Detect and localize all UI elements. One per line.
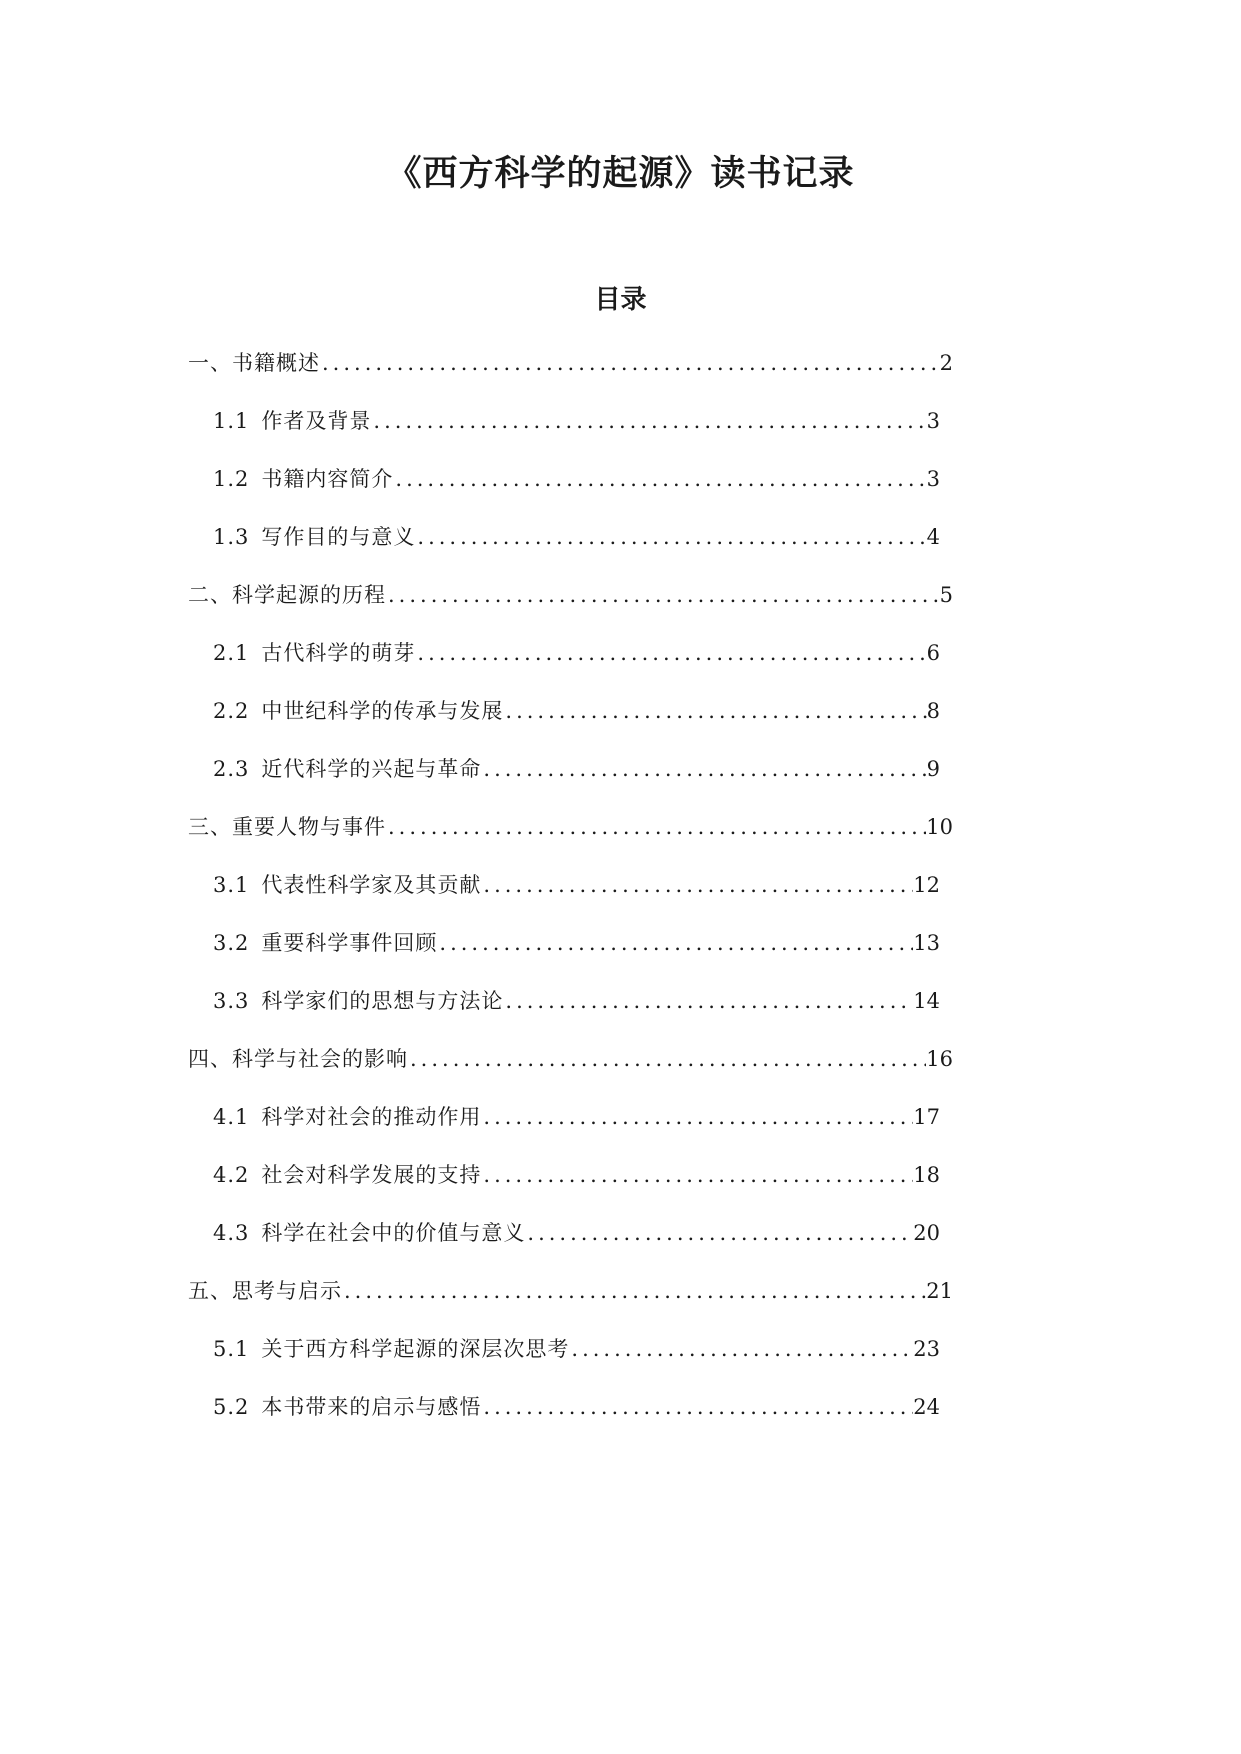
- toc-subsection-entry[interactable]: [213, 984, 940, 1018]
- toc-entry-number: 3.3: [213, 989, 250, 1013]
- toc-entry-number: 1.3: [213, 525, 250, 549]
- toc-subsection-entry[interactable]: [213, 636, 940, 670]
- toc-page-number: 9: [926, 757, 940, 781]
- toc-section-entry[interactable]: [188, 1042, 953, 1076]
- toc-entry-label: 关于西方科学起源的深层次思考: [261, 1337, 570, 1361]
- toc-dot-leader: [415, 520, 926, 554]
- toc-dot-leader: [415, 636, 926, 670]
- toc-subsection-entry[interactable]: [213, 1390, 940, 1424]
- toc-subsection-entry[interactable]: [213, 462, 940, 496]
- toc-entry-number: 3.2: [213, 931, 250, 955]
- toc-entry-label: 一、书籍概述: [188, 351, 320, 375]
- toc-page-number: 18: [913, 1163, 940, 1187]
- toc-page-number: 12: [913, 873, 940, 897]
- toc-entry-label: 本书带来的启示与感悟: [261, 1395, 482, 1419]
- toc-entry-number: 4.3: [213, 1221, 250, 1245]
- toc-subsection-entry[interactable]: [213, 520, 940, 554]
- toc-entry-label: 近代科学的兴起与革命: [261, 757, 482, 781]
- toc-entry-number: 2.2: [213, 699, 250, 723]
- toc-entry-number: 5.1: [213, 1337, 250, 1361]
- toc-page-number: 24: [913, 1395, 940, 1419]
- toc-entry-label: 作者及背景: [261, 409, 372, 433]
- toc-section-entry[interactable]: [188, 346, 953, 380]
- toc-page-number: 5: [939, 583, 953, 607]
- toc-subsection-entry[interactable]: [213, 752, 940, 786]
- toc-dot-leader: [437, 926, 913, 960]
- toc-entry-label: 科学对社会的推动作用: [261, 1105, 482, 1129]
- toc-entry-label: 五、思考与启示: [188, 1279, 342, 1303]
- toc-page-number: 3: [926, 467, 940, 491]
- toc-page-number: 17: [913, 1105, 940, 1129]
- toc-subsection-entry[interactable]: [213, 694, 940, 728]
- toc-page-number: 3: [926, 409, 940, 433]
- toc-dot-leader: [569, 1332, 913, 1366]
- toc-dot-leader: [525, 1216, 913, 1250]
- toc-page-number: 2: [939, 351, 953, 375]
- toc-entry-number: 2.1: [213, 641, 250, 665]
- toc-dot-leader: [320, 346, 940, 380]
- toc-page-number: 14: [913, 989, 940, 1013]
- toc-dot-leader: [503, 694, 926, 728]
- toc-entry-label: 四、科学与社会的影响: [188, 1047, 408, 1071]
- toc-page-number: 20: [913, 1221, 940, 1245]
- toc-dot-leader: [386, 810, 926, 844]
- toc-entry-number: 5.2: [213, 1395, 250, 1419]
- document-title: 《西方科学的起源》读书记录: [386, 154, 855, 194]
- toc-entry-label: 写作目的与意义: [261, 525, 416, 549]
- toc-subsection-entry[interactable]: [213, 1100, 940, 1134]
- toc-subsection-entry[interactable]: [213, 926, 940, 960]
- toc-entry-label: 代表性科学家及其贡献: [261, 873, 482, 897]
- toc-section-entry[interactable]: [188, 1274, 953, 1308]
- toc-entry-label: 二、科学起源的历程: [188, 583, 386, 607]
- toc-page-number: 16: [926, 1047, 953, 1071]
- toc-entry-label: 重要科学事件回顾: [261, 931, 438, 955]
- toc-dot-leader: [481, 1390, 913, 1424]
- toc-entry-label: 三、重要人物与事件: [188, 815, 386, 839]
- toc-dot-leader: [371, 404, 926, 438]
- toc-entry-number: 1.2: [213, 467, 250, 491]
- toc-entry-number: 4.1: [213, 1105, 250, 1129]
- toc-entry-number: 1.1: [213, 409, 250, 433]
- toc-entry-label: 科学在社会中的价值与意义: [261, 1221, 526, 1245]
- toc-entry-number: 4.2: [213, 1163, 250, 1187]
- toc-dot-leader: [481, 1100, 913, 1134]
- toc-subsection-entry[interactable]: [213, 1332, 940, 1366]
- toc-page-number: 8: [926, 699, 940, 723]
- toc-dot-leader: [408, 1042, 926, 1076]
- toc-page-number: 6: [926, 641, 940, 665]
- toc-dot-leader: [386, 578, 940, 612]
- toc-dot-leader: [503, 984, 913, 1018]
- toc-subsection-entry[interactable]: [213, 1158, 940, 1192]
- toc-subsection-entry[interactable]: [213, 1216, 940, 1250]
- toc-entry-number: 2.3: [213, 757, 250, 781]
- toc-dot-leader: [481, 752, 926, 786]
- toc-page-number: 10: [926, 815, 953, 839]
- toc-dot-leader: [393, 462, 926, 496]
- toc-entry-label: 书籍内容简介: [261, 467, 394, 491]
- toc-page-number: 13: [913, 931, 940, 955]
- toc-dot-leader: [342, 1274, 926, 1308]
- toc-dot-leader: [481, 868, 913, 902]
- toc-page-number: 4: [926, 525, 940, 549]
- toc-entry-label: 古代科学的萌芽: [261, 641, 416, 665]
- toc-entry-label: 科学家们的思想与方法论: [261, 989, 504, 1013]
- toc-subsection-entry[interactable]: [213, 404, 940, 438]
- toc-dot-leader: [481, 1158, 913, 1192]
- toc-page-number: 21: [926, 1279, 953, 1303]
- toc-entry-number: 3.1: [213, 873, 250, 897]
- toc-entry-label: 社会对科学发展的支持: [261, 1163, 482, 1187]
- toc-section-entry[interactable]: [188, 578, 953, 612]
- toc-subsection-entry[interactable]: [213, 868, 940, 902]
- toc-entry-label: 中世纪科学的传承与发展: [261, 699, 504, 723]
- toc-page-number: 23: [913, 1337, 940, 1361]
- toc-section-entry[interactable]: [188, 810, 953, 844]
- toc-heading: 目录: [594, 285, 647, 315]
